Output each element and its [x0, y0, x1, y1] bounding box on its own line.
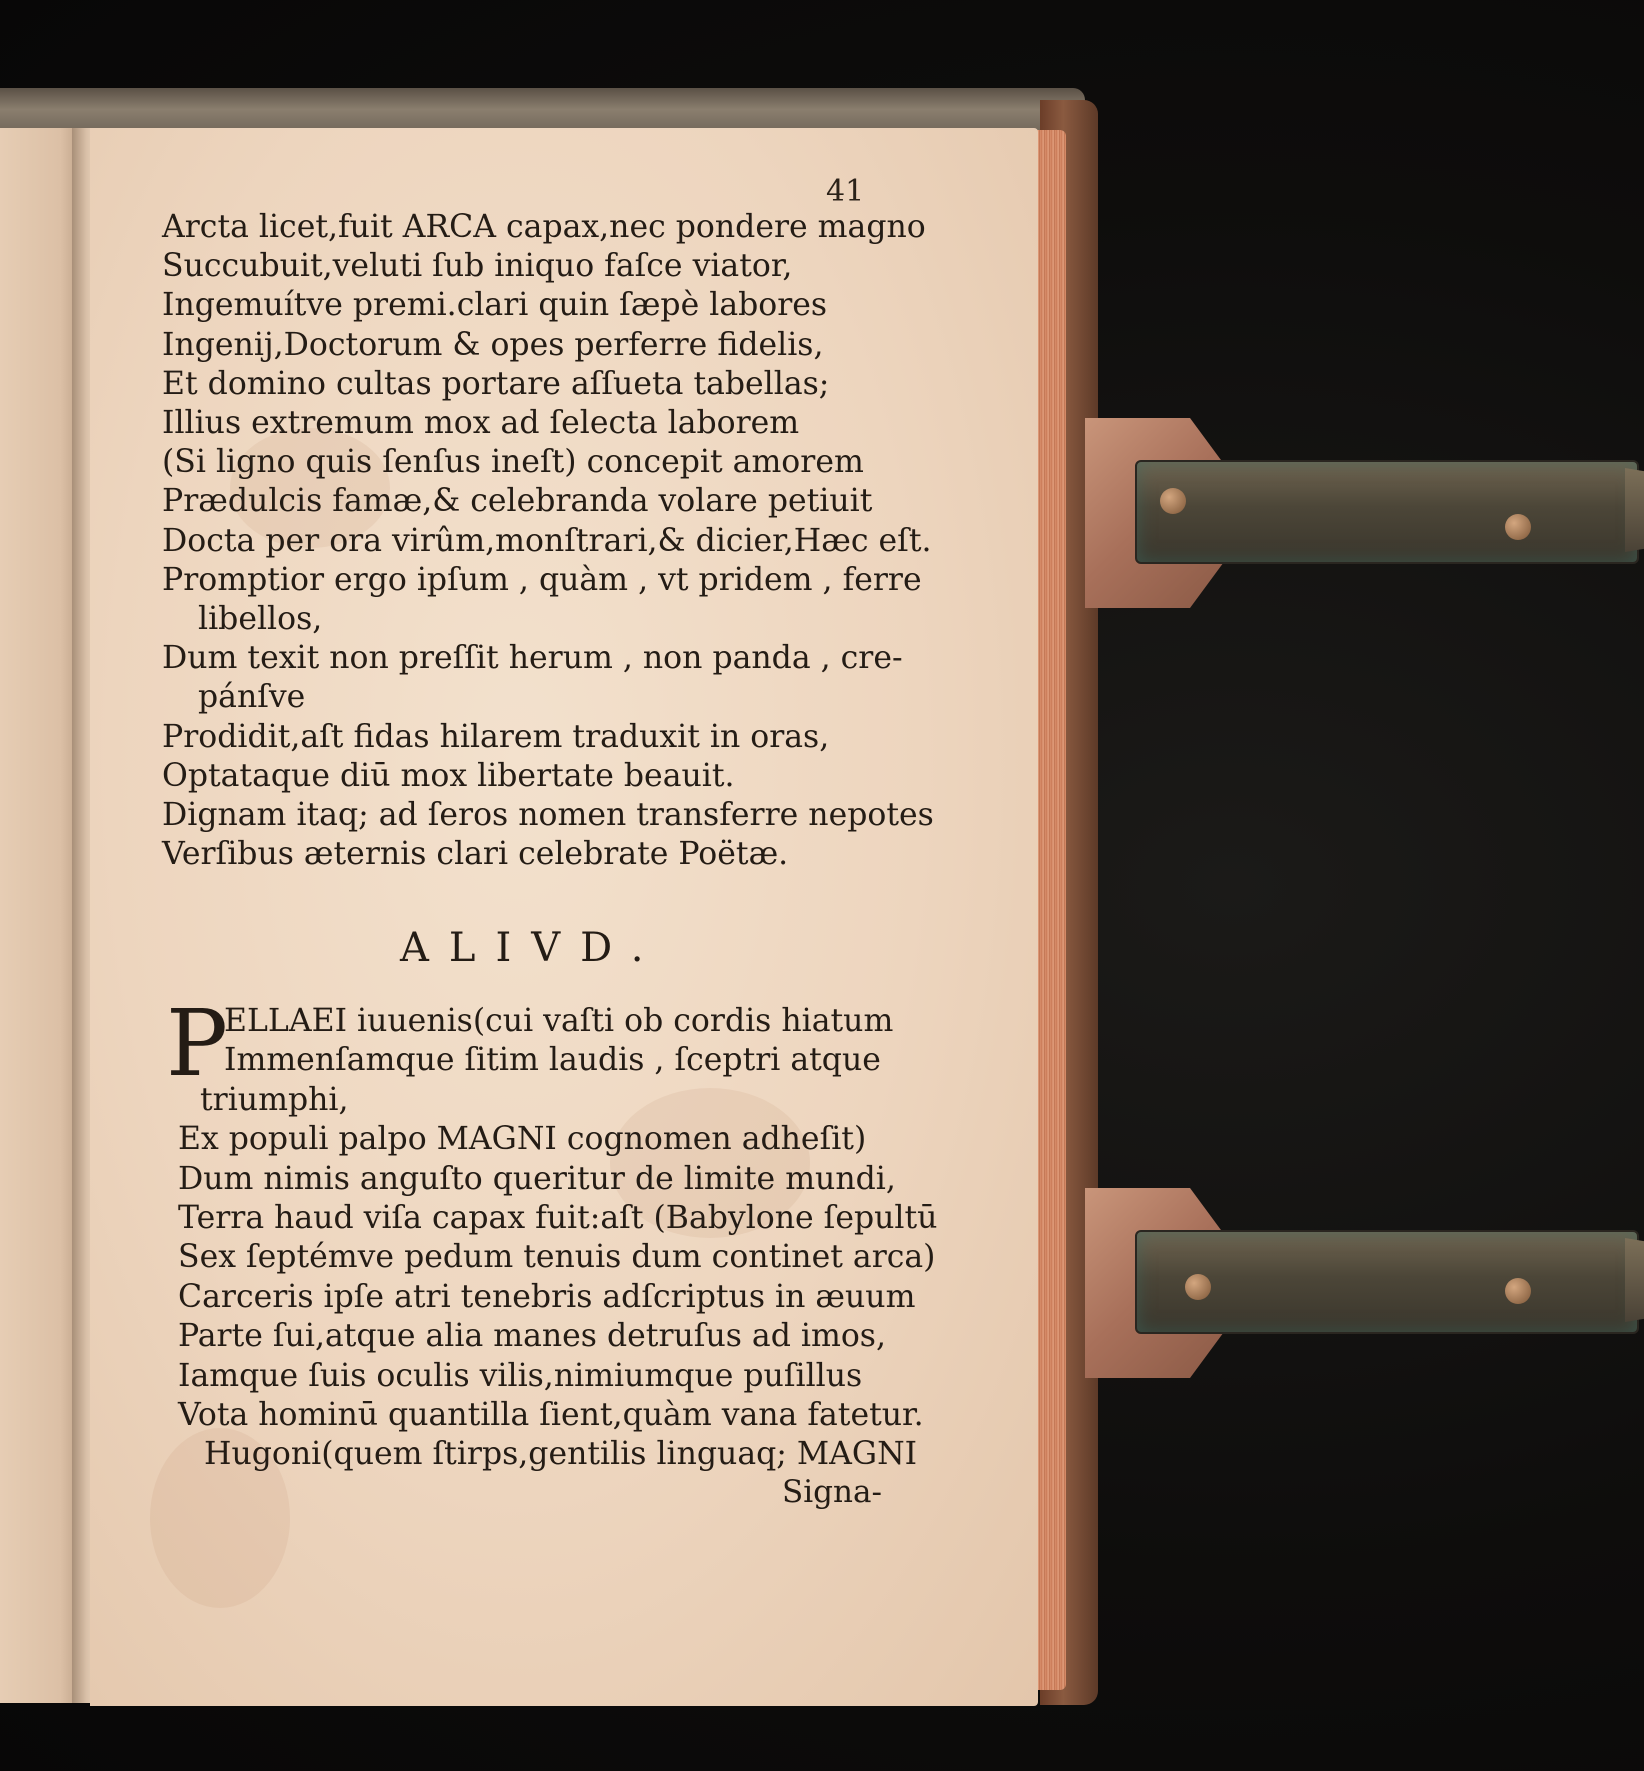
rivet-icon [1505, 1278, 1531, 1304]
verse-line: Prædulcis famæ,& celebranda volare petiuit [162, 483, 873, 520]
verse-line: Terra haud viſa capax fuit:aſt (Babylone ſepultū [178, 1200, 938, 1237]
poem-first [162, 208, 934, 874]
verse-line: Verſibus æternis clari celebrate Poëtæ. [162, 836, 789, 873]
verse-line: (Si ligno quis ſenſus ineſt) concepit amorem [162, 444, 864, 481]
verse-line: Optataque diū mox libertate beauit. [162, 757, 735, 794]
page-number: 41 [826, 174, 865, 209]
verse-line: ELLAEI iuuenis(cui vaſti ob cordis hiatum [224, 1003, 894, 1039]
verse-line: Carceris ipſe atri tenebris adſcriptus in æuum [178, 1278, 916, 1315]
catchword: Signa- [782, 1474, 882, 1510]
verse-line-continuation: pánſve [198, 679, 306, 716]
verse-line: Prodidit,aſt fidas hilarem traduxit in oras, [162, 718, 830, 755]
poem-second [178, 1002, 938, 1475]
section-heading: ALIVD. [400, 925, 664, 971]
clasp-tip [1625, 1238, 1644, 1322]
rivet-icon [1505, 514, 1531, 540]
verse-line: Hugoni(quem ſtirps,gentilis linguaq; MAGNI [204, 1436, 918, 1473]
verse-line: Iamque ſuis oculis vilis,nimiumque puſillus [178, 1357, 863, 1394]
clasp-strap [1135, 1230, 1639, 1334]
verse-line: Ingemuítve premi.clari quin ſæpè labores [162, 287, 828, 324]
verse-line: Dignam itaq; ad ſeros nomen transferre nepotes [162, 797, 934, 834]
clasp-strap [1135, 460, 1639, 564]
verse-line: Et domino cultas portare aſſueta tabellas; [162, 365, 830, 402]
verse-line: Illius extremum mox ad ſelecta laborem [162, 405, 800, 442]
verse-line: Immenſamque ſitim laudis , ſceptri atque [224, 1042, 881, 1079]
verse-line: Dum texit non preſſit herum , non panda , cre- [162, 640, 903, 677]
verse-line: Promptior ergo ipſum , quàm , vt pridem , ferre [162, 561, 922, 598]
verse-line: Succubuit,veluti ſub iniquo faſce viator, [162, 248, 793, 285]
verse-line: Arcta licet,fuit ARCA capax,nec pondere magno [162, 209, 926, 245]
verse-line: Vota hominū quantilla ſient,quàm vana fatetur. [178, 1397, 924, 1434]
clasp-tip [1625, 468, 1644, 552]
verse-line: Parte ſui,atque alia manes detruſus ad imos, [178, 1318, 886, 1355]
verse-line: Docta per ora virûm,monſtrari,& dicier,Hæc eſt. [162, 522, 932, 559]
verse-line-continuation: libellos, [198, 601, 323, 638]
verse-line: Ingenij,Doctorum & opes perferre fidelis, [162, 326, 824, 363]
drop-capital: P [166, 990, 228, 1097]
verse-line: Ex populi palpo MAGNI cognomen adheſit) [178, 1121, 867, 1158]
rivet-icon [1185, 1274, 1211, 1300]
verse-line: Dum nimis anguſto queritur de limite mundi, [178, 1160, 896, 1197]
rivet-icon [1160, 488, 1186, 514]
verse-line: Sex ſeptémve pedum tenuis dum continet arca) [178, 1239, 936, 1276]
verse-line-continuation: triumphi, [200, 1081, 349, 1118]
